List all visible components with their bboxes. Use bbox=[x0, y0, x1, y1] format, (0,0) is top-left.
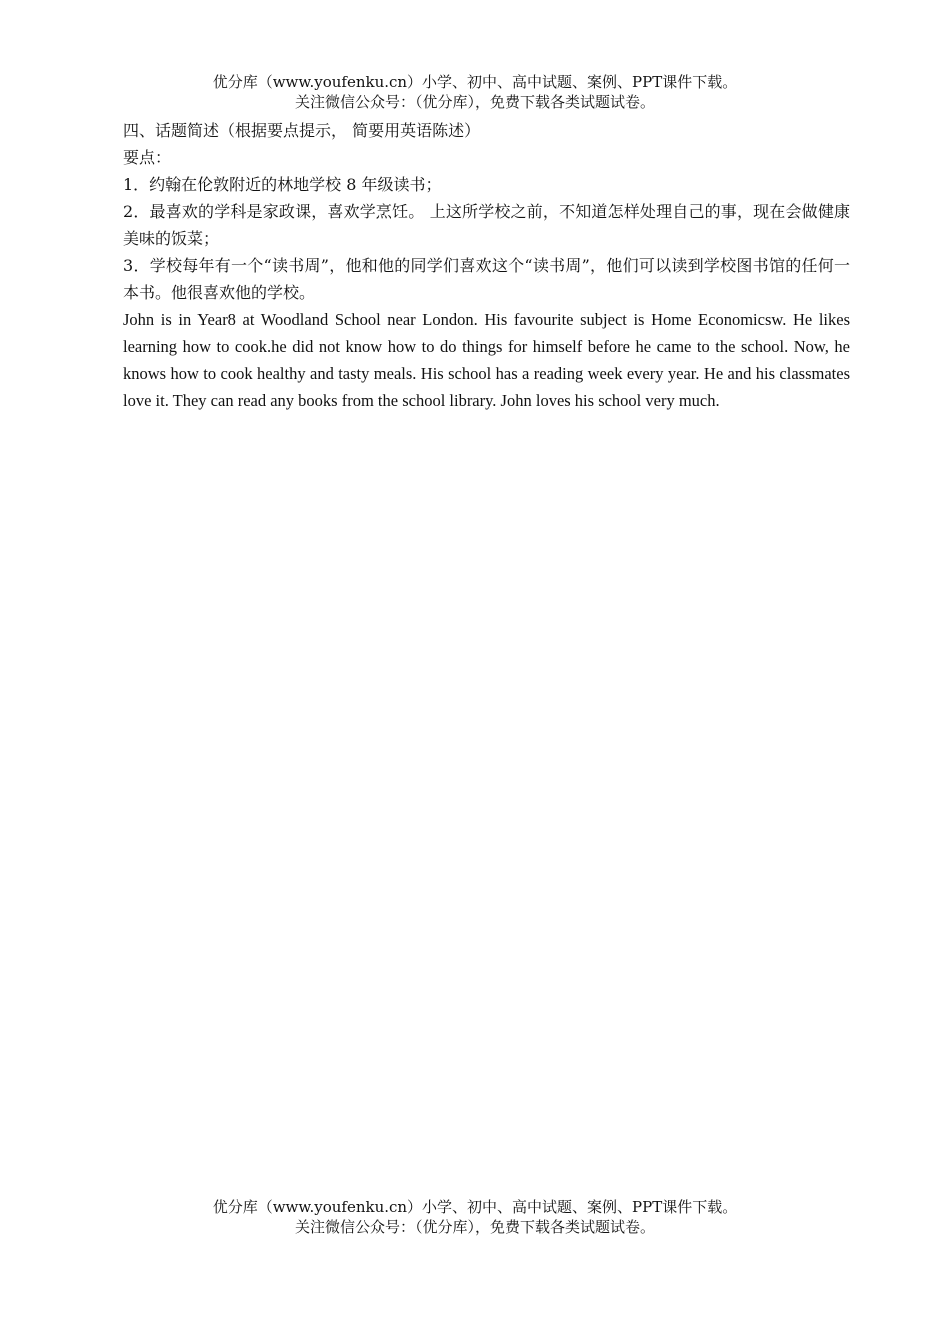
point-item-2: 2．最喜欢的学科是家政课，喜欢学烹饪。 上这所学校之前，不知道怎样处理自己的事，现在会做健康美味的饭菜； bbox=[123, 202, 850, 248]
sample-answer: John is in Year8 at Woodland School near London. His favourite subject is Home Economicsw. He likes learning how to cook.he did not know how to do things for himself before he came to the school. Now, he knows how to cook healthy and tasty meals. His school has a reading week every year. He and his classmates love it. They can read any books from the school library. John loves his school very much. bbox=[123, 310, 850, 410]
points-label: 要点： bbox=[123, 148, 172, 167]
footer-line-1: 优分库（www.youfenku.cn）小学、初中、高中试题、案例、PPT课件下载。 bbox=[212, 1198, 738, 1216]
section-title: 四、话题简述（根据要点提示， 简要用英语陈述） bbox=[123, 121, 481, 140]
header-line-1: 优分库（www.youfenku.cn）小学、初中、高中试题、案例、PPT课件下载。 bbox=[212, 73, 738, 91]
header-line-2: 关注微信公众号：（优分库），免费下载各类试题试卷。 bbox=[294, 93, 655, 111]
page-header bbox=[0, 72, 950, 112]
footer-line-2: 关注微信公众号：（优分库），免费下载各类试题试卷。 bbox=[294, 1218, 655, 1236]
page-footer bbox=[0, 1197, 950, 1237]
point-item-3: 3．学校每年有一个“读书周”，他和他的同学们喜欢这个“读书周”，他们可以读到学校图书馆的任何一本书。他很喜欢他的学校。 bbox=[123, 256, 850, 302]
point-item-1: 1．约翰在伦敦附近的林地学校 8 年级读书； bbox=[123, 175, 442, 194]
document-content bbox=[123, 117, 850, 414]
